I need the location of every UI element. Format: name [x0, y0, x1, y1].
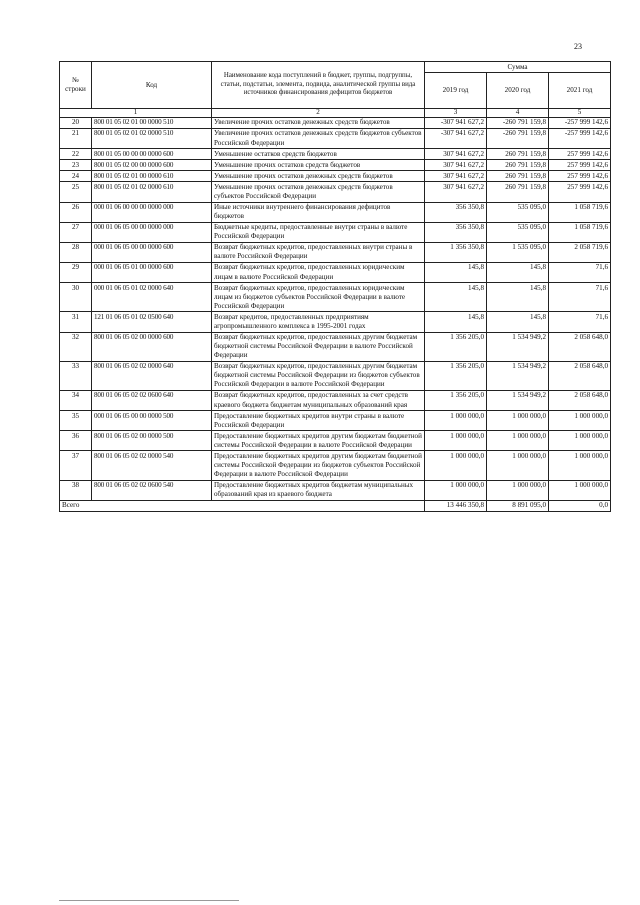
row-value-2019: 1 356 205,0 — [425, 332, 487, 361]
row-value-2019: -307 941 627,2 — [425, 117, 487, 128]
row-value-2021: 71,6 — [549, 262, 611, 282]
column-index: 3 — [425, 109, 487, 118]
table-row — [60, 312, 611, 332]
table-row — [60, 431, 611, 451]
row-value-2019: 145,8 — [425, 262, 487, 282]
row-value-2020: 1 000 000,0 — [487, 451, 549, 480]
row-value-2021: 2 058 648,0 — [549, 361, 611, 390]
row-value-2020: 260 791 159,8 — [487, 160, 549, 171]
row-value-2021: 257 999 142,6 — [549, 149, 611, 160]
row-value-2019: 145,8 — [425, 312, 487, 332]
table-row — [60, 262, 611, 282]
row-number: 21 — [60, 128, 92, 148]
row-number: 36 — [60, 431, 92, 451]
table-row — [60, 283, 611, 312]
row-code: 000 01 06 05 01 02 0000 640 — [92, 283, 212, 312]
row-value-2019: 356 350,8 — [425, 222, 487, 242]
row-value-2019: 307 941 627,2 — [425, 182, 487, 202]
row-code: 800 01 06 05 02 02 0000 540 — [92, 451, 212, 480]
header-code: Код — [92, 62, 212, 109]
row-code: 800 01 05 00 00 00 0000 600 — [92, 149, 212, 160]
row-value-2021: 257 999 142,6 — [549, 160, 611, 171]
row-value-2020: 1 534 949,2 — [487, 390, 549, 410]
row-name: Возврат бюджетных кредитов, предоставленных юридическим лицам в валюте Российской Федерации — [212, 262, 425, 282]
row-value-2019: 1 356 205,0 — [425, 361, 487, 390]
row-value-2019: 356 350,8 — [425, 202, 487, 222]
column-index-row — [60, 109, 611, 118]
total-value-2019: 13 446 350,8 — [425, 500, 487, 511]
row-code: 800 01 05 02 01 00 0000 510 — [92, 117, 212, 128]
table-row — [60, 361, 611, 390]
table-row — [60, 160, 611, 171]
row-value-2019: -307 941 627,2 — [425, 128, 487, 148]
row-number: 24 — [60, 171, 92, 182]
total-value-2021: 0,0 — [549, 500, 611, 511]
row-value-2019: 1 000 000,0 — [425, 451, 487, 480]
row-value-2020: 145,8 — [487, 283, 549, 312]
row-number: 26 — [60, 202, 92, 222]
row-name: Возврат бюджетных кредитов, предоставленных другим бюджетам бюджетной системы Российской Федерации в валюте Российской Федерации — [212, 332, 425, 361]
table-row — [60, 202, 611, 222]
row-value-2019: 1 000 000,0 — [425, 431, 487, 451]
row-code: 800 01 05 02 01 02 0000 610 — [92, 182, 212, 202]
row-value-2020: 260 791 159,8 — [487, 171, 549, 182]
row-number: 22 — [60, 149, 92, 160]
row-code: 000 01 06 05 01 00 0000 600 — [92, 262, 212, 282]
row-name: Предоставление бюджетных кредитов бюджетам муниципальных образований края из краевого бюджета — [212, 480, 425, 500]
row-code: 000 01 06 05 00 00 0000 500 — [92, 411, 212, 431]
row-value-2020: 1 534 949,2 — [487, 361, 549, 390]
row-value-2021: 2 058 719,6 — [549, 242, 611, 262]
row-code: 000 01 06 00 00 00 0000 000 — [92, 202, 212, 222]
row-name: Возврат бюджетных кредитов, предоставленных другим бюджетам бюджетной системы Российской Федерации из бюджетов субъектов Российской Федерации в валюте Российской Федерации — [212, 361, 425, 390]
table-row — [60, 242, 611, 262]
row-value-2020: 145,8 — [487, 262, 549, 282]
row-name: Предоставление бюджетных кредитов внутри страны в валюте Российской Федерации — [212, 411, 425, 431]
table-row — [60, 222, 611, 242]
row-name: Предоставление бюджетных кредитов другим бюджетам бюджетной системы Российской Федерации из бюджетов субъектов Российской Федерации в валюте Российской Федерации — [212, 451, 425, 480]
header-year-2019: 2019 год — [425, 73, 487, 109]
row-code: 800 01 05 02 01 00 0000 610 — [92, 171, 212, 182]
row-code: 800 01 06 05 02 02 0600 640 — [92, 390, 212, 410]
row-number: 20 — [60, 117, 92, 128]
row-value-2021: 2 058 648,0 — [549, 390, 611, 410]
row-number: 25 — [60, 182, 92, 202]
table-row — [60, 182, 611, 202]
row-code: 000 01 06 05 00 00 0000 000 — [92, 222, 212, 242]
column-index: 1 — [60, 109, 212, 118]
row-value-2021: 1 000 000,0 — [549, 431, 611, 451]
row-name: Бюджетные кредиты, предоставленные внутри страны в валюте Российской Федерации — [212, 222, 425, 242]
total-row — [60, 500, 611, 511]
column-index: 5 — [549, 109, 611, 118]
row-value-2020: -260 791 159,8 — [487, 117, 549, 128]
row-name: Увеличение прочих остатков денежных средств бюджетов субъектов Российской Федерации — [212, 128, 425, 148]
row-name: Возврат бюджетных кредитов, предоставленных юридическим лицам из бюджетов субъектов Российской Федерации в валюте Российской Федерации — [212, 283, 425, 312]
table-row — [60, 480, 611, 500]
row-value-2020: 1 000 000,0 — [487, 431, 549, 451]
header-year-2021: 2021 год — [549, 73, 611, 109]
row-code: 000 01 06 05 00 00 0000 600 — [92, 242, 212, 262]
header-year-2020: 2020 год — [487, 73, 549, 109]
row-value-2019: 1 000 000,0 — [425, 411, 487, 431]
row-value-2019: 1 000 000,0 — [425, 480, 487, 500]
row-value-2020: -260 791 159,8 — [487, 128, 549, 148]
row-value-2020: 1 535 095,0 — [487, 242, 549, 262]
table-row — [60, 117, 611, 128]
header-num: № строки — [60, 62, 92, 109]
row-number: 27 — [60, 222, 92, 242]
row-value-2020: 1 534 949,2 — [487, 332, 549, 361]
row-value-2021: 257 999 142,6 — [549, 171, 611, 182]
table-row — [60, 411, 611, 431]
row-value-2021: 71,6 — [549, 283, 611, 312]
table-body — [60, 117, 611, 511]
table-row — [60, 128, 611, 148]
row-name: Возврат кредитов, предоставленных предприятиям агропромышленного комплекса в 1995-2001 годах — [212, 312, 425, 332]
row-value-2021: 71,6 — [549, 312, 611, 332]
row-name: Увеличение прочих остатков денежных средств бюджетов — [212, 117, 425, 128]
header-row — [60, 62, 611, 73]
table-row — [60, 451, 611, 480]
total-value-2020: 8 891 095,0 — [487, 500, 549, 511]
row-value-2020: 535 095,0 — [487, 222, 549, 242]
sources-financing-table — [59, 61, 611, 512]
row-value-2021: 2 058 648,0 — [549, 332, 611, 361]
row-code: 800 01 06 05 02 02 0600 540 — [92, 480, 212, 500]
row-number: 32 — [60, 332, 92, 361]
row-value-2021: 1 000 000,0 — [549, 480, 611, 500]
row-value-2019: 1 356 350,8 — [425, 242, 487, 262]
row-value-2019: 307 941 627,2 — [425, 160, 487, 171]
row-code: 800 01 06 05 02 00 0000 500 — [92, 431, 212, 451]
row-value-2020: 535 095,0 — [487, 202, 549, 222]
row-number: 28 — [60, 242, 92, 262]
row-number: 33 — [60, 361, 92, 390]
row-number: 29 — [60, 262, 92, 282]
row-name: Предоставление бюджетных кредитов другим бюджетам бюджетной системы Российской Федерации в валюте Российской Федерации — [212, 431, 425, 451]
row-number: 31 — [60, 312, 92, 332]
row-number: 34 — [60, 390, 92, 410]
row-name: Уменьшение прочих остатков средств бюджетов — [212, 160, 425, 171]
total-label: Всего — [60, 500, 425, 511]
row-value-2019: 145,8 — [425, 283, 487, 312]
table-row — [60, 332, 611, 361]
table-row — [60, 171, 611, 182]
row-name: Уменьшение остатков средств бюджетов — [212, 149, 425, 160]
row-value-2020: 1 000 000,0 — [487, 411, 549, 431]
column-index: 2 — [212, 109, 425, 118]
row-value-2019: 307 941 627,2 — [425, 149, 487, 160]
table-row — [60, 149, 611, 160]
row-number: 38 — [60, 480, 92, 500]
row-code: 800 01 05 02 01 02 0000 510 — [92, 128, 212, 148]
row-value-2020: 260 791 159,8 — [487, 182, 549, 202]
header-sum: Сумма — [425, 62, 611, 73]
header-name: Наименование кода поступлений в бюджет, группы, подгруппы, статьи, подстатьи, элемента, подвида, аналитической группы вида источников финансирования дефицитов бюджетов — [212, 62, 425, 109]
row-code: 800 01 05 02 00 00 0000 600 — [92, 160, 212, 171]
row-name: Уменьшение прочих остатков денежных средств бюджетов субъектов Российской Федерации — [212, 182, 425, 202]
row-value-2020: 1 000 000,0 — [487, 480, 549, 500]
column-index: 4 — [487, 109, 549, 118]
row-value-2021: 1 000 000,0 — [549, 451, 611, 480]
row-number: 30 — [60, 283, 92, 312]
footer-line — [59, 900, 239, 901]
row-number: 23 — [60, 160, 92, 171]
row-code: 800 01 06 05 02 00 0000 600 — [92, 332, 212, 361]
page-number: 23 — [574, 42, 582, 51]
row-name: Возврат бюджетных кредитов, предоставленных внутри страны в валюте Российской Федерации — [212, 242, 425, 262]
row-value-2019: 307 941 627,2 — [425, 171, 487, 182]
row-name: Возврат бюджетных кредитов, предоставленных за счет средств краевого бюджета бюджетам муниципальных образований края — [212, 390, 425, 410]
row-value-2021: 1 058 719,6 — [549, 202, 611, 222]
row-name: Иные источники внутреннего финансирования дефицитов бюджетов — [212, 202, 425, 222]
row-number: 35 — [60, 411, 92, 431]
row-value-2021: -257 999 142,6 — [549, 128, 611, 148]
row-value-2020: 260 791 159,8 — [487, 149, 549, 160]
table-row — [60, 390, 611, 410]
row-code: 800 01 06 05 02 02 0000 640 — [92, 361, 212, 390]
row-value-2019: 1 356 205,0 — [425, 390, 487, 410]
row-value-2021: 1 058 719,6 — [549, 222, 611, 242]
row-value-2021: 257 999 142,6 — [549, 182, 611, 202]
row-value-2021: -257 999 142,6 — [549, 117, 611, 128]
row-code: 121 01 06 05 01 02 0500 640 — [92, 312, 212, 332]
row-number: 37 — [60, 451, 92, 480]
row-value-2020: 145,8 — [487, 312, 549, 332]
row-value-2021: 1 000 000,0 — [549, 411, 611, 431]
row-name: Уменьшение прочих остатков денежных средств бюджетов — [212, 171, 425, 182]
